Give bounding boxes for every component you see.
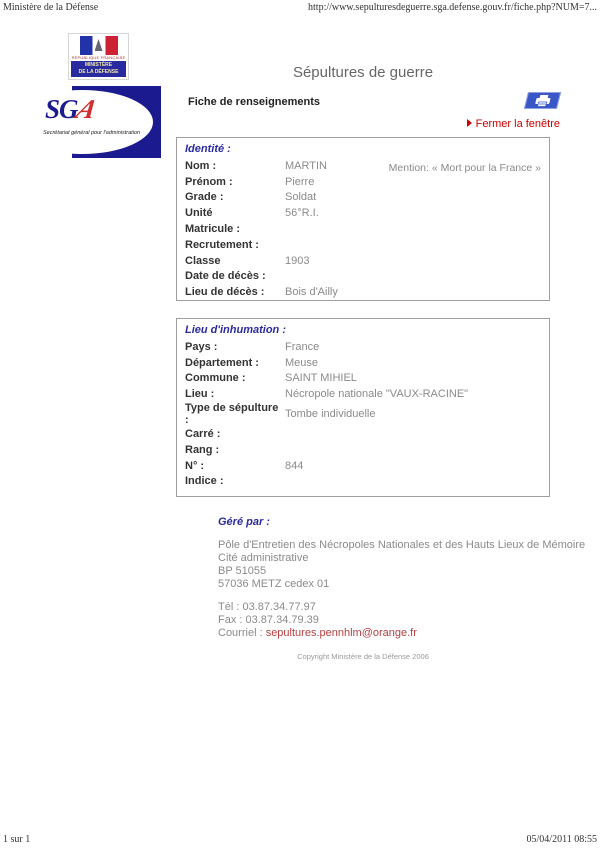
sga-caption: Secrétariat général pour l'administration (43, 130, 141, 136)
managed-by-address (218, 539, 585, 591)
field-row (185, 205, 541, 221)
field-label: Commune : (185, 372, 246, 385)
field-label: Matricule : (185, 223, 241, 236)
field-label: N° : (185, 459, 205, 472)
field-value: Meuse (285, 356, 319, 369)
mention-mort-pour-la-france: Mention: « Mort pour la France » (388, 162, 541, 174)
field-row (185, 426, 541, 442)
burial-section (176, 318, 550, 497)
field-label: Indice : (185, 475, 224, 488)
email-line (218, 627, 417, 640)
email-link[interactable]: sepultures.pennhlm@orange.fr (265, 627, 417, 639)
field-row (185, 402, 541, 426)
sga-acronym (45, 94, 103, 125)
sga-logo (33, 86, 161, 158)
field-label: Pays : (185, 340, 218, 353)
field-value: MARTIN (285, 159, 327, 172)
ministere-line2: DE LA DÉFENSE (78, 69, 119, 75)
field-row (185, 221, 541, 237)
managed-by-contact (218, 601, 417, 640)
print-header (3, 2, 597, 13)
phone-line: Tél : 03.87.34.77.97 (218, 601, 316, 613)
address-line: Cité administrative (218, 552, 309, 564)
ministere-defense-label (71, 61, 126, 77)
fiche-subtitle: Fiche de renseignements (188, 96, 321, 108)
field-label: Unité (185, 207, 213, 220)
field-row (185, 284, 541, 300)
field-label: Carré : (185, 428, 221, 441)
field-row (185, 355, 541, 371)
fax-line: Fax : 03.87.34.79.39 (218, 614, 319, 626)
field-label: Lieu : (185, 388, 215, 401)
field-row (185, 442, 541, 458)
address-line: 57036 METZ cedex 01 (218, 578, 330, 590)
french-flag-icon (80, 36, 118, 55)
republique-caption: RÉPUBLIQUE FRANÇAISE (71, 55, 126, 60)
print-header-title: Ministère de la Défense (3, 2, 99, 13)
print-button[interactable] (524, 92, 561, 109)
field-row (185, 253, 541, 269)
field-value: Nécropole nationale "VAUX-RACINE" (285, 388, 469, 401)
printer-icon (533, 95, 552, 107)
field-value: Soldat (285, 191, 317, 204)
burial-title: Lieu d'inhumation : (185, 324, 286, 336)
print-footer (3, 834, 597, 845)
fiche-bar (188, 92, 560, 110)
field-value: France (285, 340, 320, 353)
print-header-url: http://www.sepulturesdeguerre.sga.defense.gouv.fr/fiche.php?NUM=7... (308, 2, 597, 13)
field-value: 56°R.I. (285, 207, 319, 220)
field-row (185, 269, 541, 285)
field-row (185, 190, 541, 206)
field-label: Lieu de décès : (185, 286, 265, 299)
address-line: Pôle d'Entretien des Nécropoles Nationales et des Hauts Lieux de Mémoire (218, 539, 586, 551)
field-value: 844 (285, 459, 304, 472)
field-value: 1903 (285, 254, 310, 267)
field-label: Type de sépulture : (185, 402, 279, 427)
identity-title: Identité : (185, 143, 231, 155)
field-label: Rang : (185, 443, 220, 456)
field-label: Prénom : (185, 175, 233, 188)
field-row (185, 237, 541, 253)
red-arrow-icon (467, 119, 472, 127)
managed-by-title: Géré par : (218, 516, 270, 528)
field-row (185, 458, 541, 474)
field-label: Grade : (185, 191, 224, 204)
field-label: Date de décès : (185, 270, 266, 283)
ministere-line1: MINISTÈRE (84, 62, 113, 68)
field-row (185, 371, 541, 387)
field-row (185, 174, 541, 190)
burial-rows (185, 339, 541, 489)
print-footer-datetime: 05/04/2011 08:55 (526, 834, 597, 845)
close-window-link[interactable] (467, 118, 560, 130)
identity-section (176, 137, 550, 301)
field-row (185, 339, 541, 355)
sga-a-letter: A (70, 94, 103, 124)
copyright-notice: Copyright Ministère de la Défense 2006 (297, 652, 429, 661)
field-label: Recrutement : (185, 238, 259, 251)
sga-sg-letters: SG (45, 94, 78, 124)
page-title: Sépultures de guerre (292, 64, 434, 81)
field-value: Tombe individuelle (285, 408, 376, 421)
field-row (185, 386, 541, 402)
field-label: Classe (185, 254, 221, 267)
field-value: Pierre (285, 175, 315, 188)
marianne-icon (95, 39, 103, 51)
field-value: SAINT MIHIEL (285, 372, 357, 385)
field-row (185, 474, 541, 490)
identity-rows (185, 158, 541, 300)
ministry-logo (68, 33, 129, 80)
email-label: Courriel : (218, 627, 266, 639)
close-window-label: Fermer la fenêtre (475, 118, 560, 130)
field-label: Nom : (185, 159, 217, 172)
print-footer-pages: 1 sur 1 (3, 834, 31, 845)
field-value: Bois d'Ailly (285, 286, 338, 299)
address-line: BP 51055 (218, 565, 267, 577)
field-label: Département : (185, 356, 259, 369)
